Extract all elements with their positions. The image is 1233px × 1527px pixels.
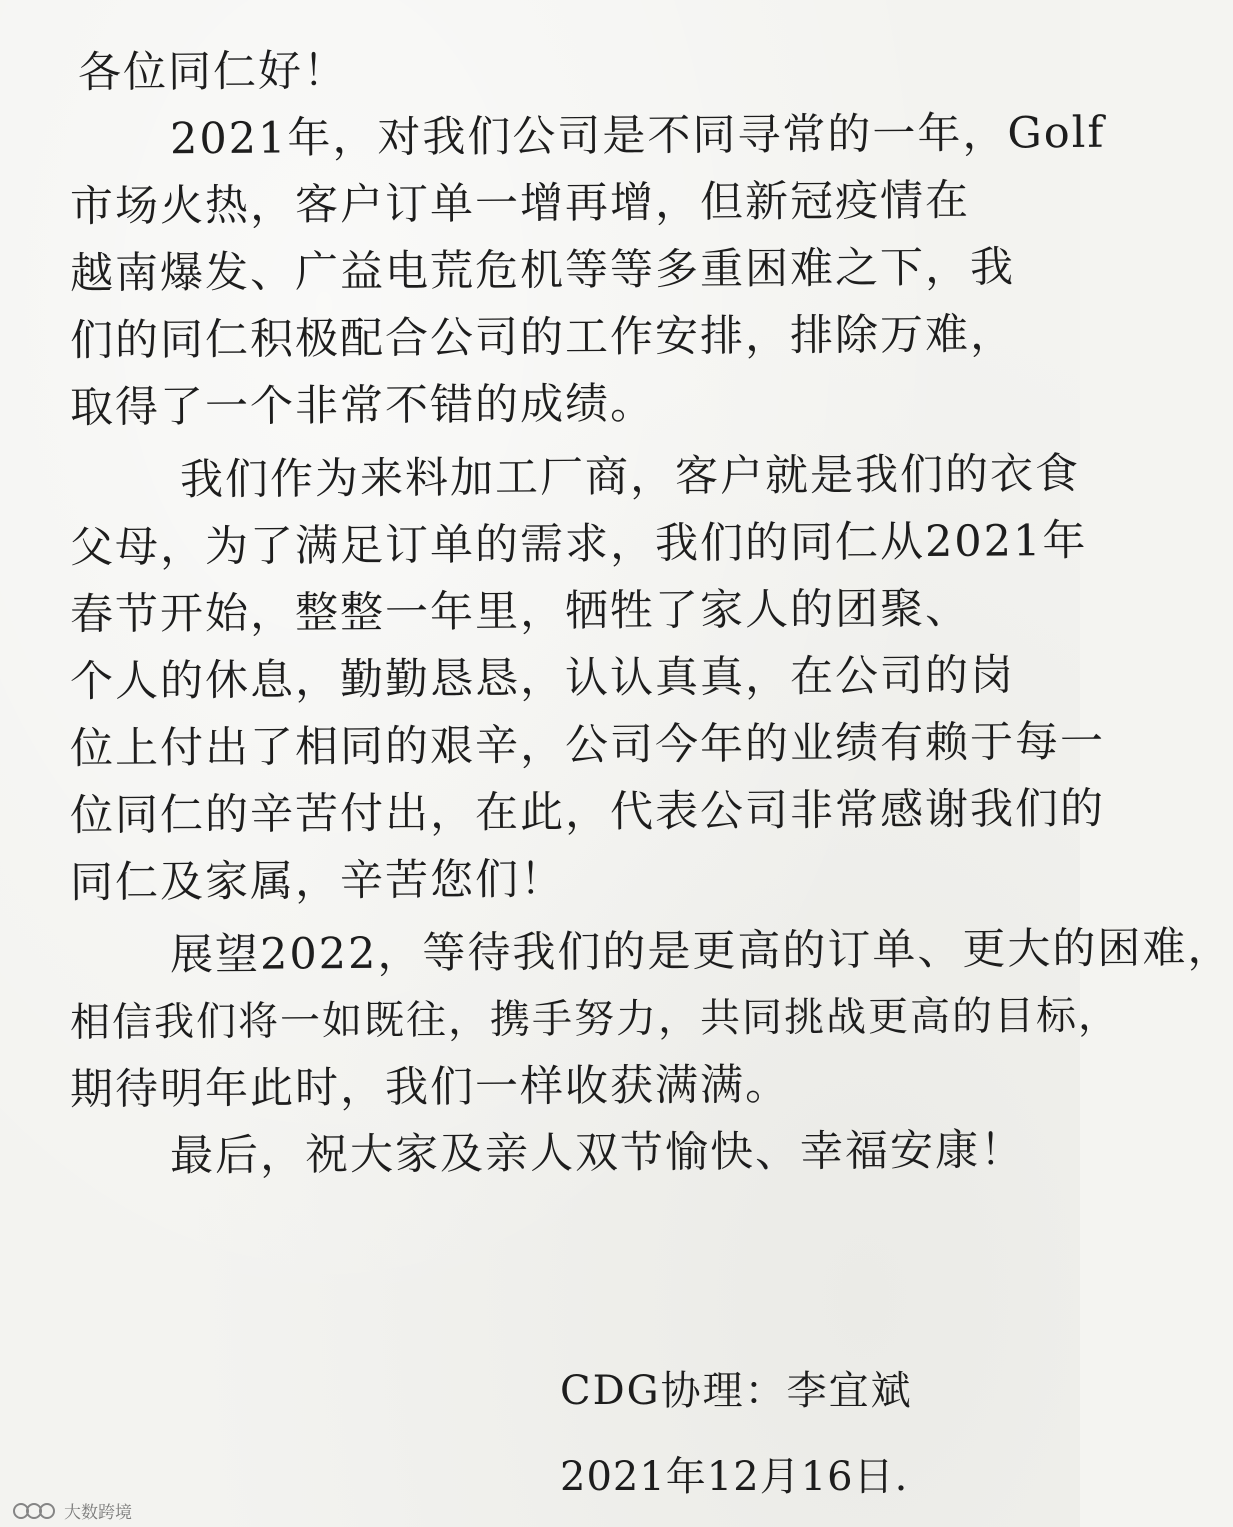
- letter-line: 春节开始，整整一年里，牺牲了家人的团聚、: [69, 583, 971, 640]
- letter-line: 们的同仁积极配合公司的工作安排，排除万难，: [69, 309, 1016, 366]
- watermark-text: 大数跨境: [64, 1503, 132, 1523]
- letter-line: 期待明年此时，我们一样收获满满。: [69, 1059, 791, 1115]
- signature-block: [560, 1355, 980, 1513]
- paragraph-4: [70, 1124, 1026, 1191]
- letter-line: 2021年，对我们公司是不同寻常的一年，Golf: [169, 107, 1106, 165]
- signature: [560, 1355, 980, 1427]
- paragraph-3: [69, 922, 1233, 1124]
- watermark-logo-icon: [12, 1500, 58, 1522]
- letter-line: 同仁及家属，辛苦您们！: [69, 854, 566, 908]
- paragraph-1: [69, 107, 1106, 442]
- handwritten-letter: [69, 40, 1233, 1191]
- letter-line: 市场火热，客户订单一增再增，但新冠疫情在: [69, 175, 971, 232]
- letter-date: 2021年12月16日.: [560, 1454, 909, 1500]
- paragraph-2: [69, 448, 1106, 917]
- letter-line: 越南爆发、广益电荒危机等等多重困难之下，我: [69, 242, 1016, 299]
- letter-line: 位上付出了相同的艰辛，公司今年的业绩有赖于每一: [69, 716, 1106, 774]
- signature-title: CDG协理：: [560, 1368, 787, 1414]
- letter-line: 我们作为来料加工厂商，客户就是我们的衣食: [179, 448, 1081, 506]
- letter-line: 取得了一个非常不错的成绩。: [69, 378, 656, 433]
- letter-line: 个人的休息，勤勤恳恳，认认真真，在公司的岗: [69, 650, 1016, 707]
- signature-name: 李宜斌: [786, 1368, 913, 1414]
- letter-line: 位同仁的辛苦付出，在此，代表公司非常感谢我们的: [69, 783, 1106, 841]
- letter-line: 展望2022，等待我们的是更高的订单、更大的困难，: [169, 922, 1233, 981]
- watermark: [12, 1498, 132, 1523]
- letter-line: 父母，为了满足订单的需求，我们的同仁从2021年: [69, 515, 1088, 573]
- letter-greeting: 各位同仁好！: [77, 46, 349, 98]
- letter-line: 相信我们将一如既往，携手努力，共同挑战更高的目标，: [69, 992, 1121, 1046]
- letter-line: 最后，祝大家及亲人双节愉快、幸福安康！: [169, 1125, 1026, 1182]
